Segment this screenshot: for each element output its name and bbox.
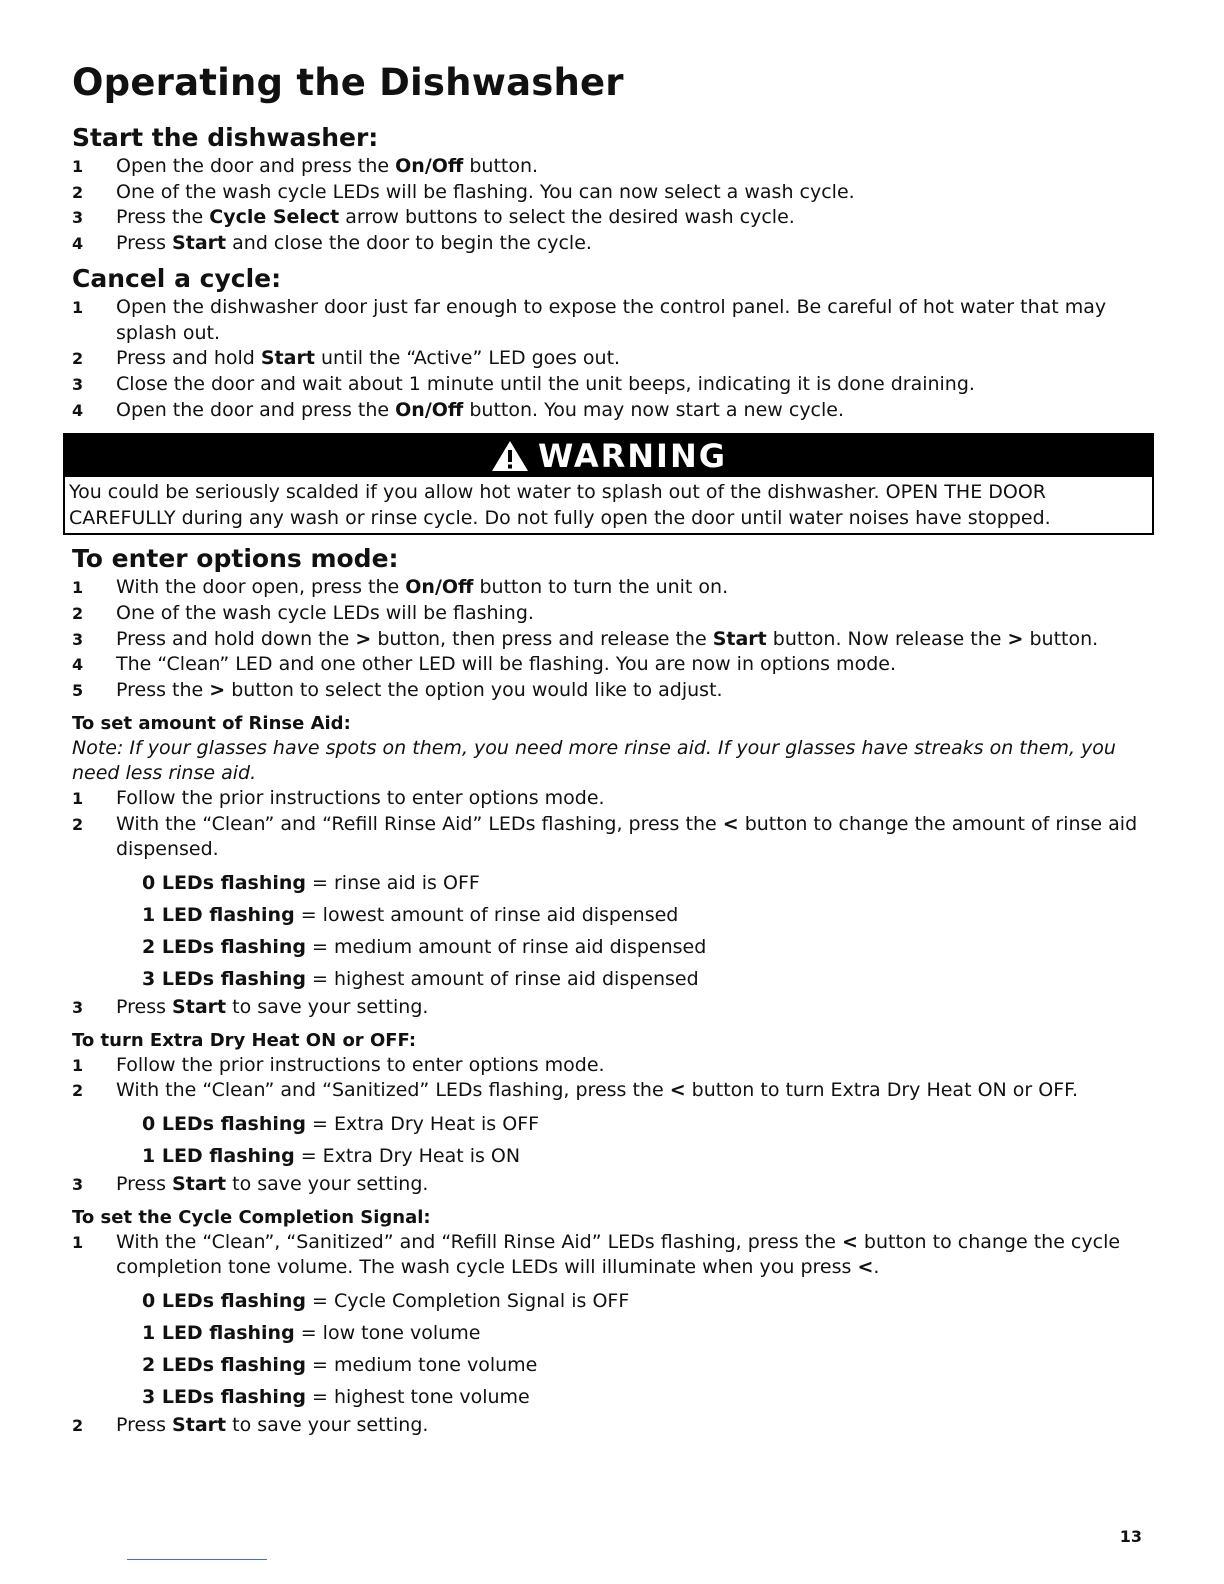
step-text-run: One of the wash cycle LEDs will be flashing. You can now select a wash cycle. (116, 180, 855, 203)
step-text (116, 1078, 1148, 1104)
step-text-bold: < (722, 812, 739, 835)
subheading-rinse-aid: To set amount of Rinse Aid: (72, 712, 351, 734)
list-item (72, 372, 1148, 398)
options-steps (72, 575, 1148, 704)
step-text (116, 601, 1148, 627)
led-meaning: = lowest amount of rinse aid dispensed (294, 903, 679, 926)
list-item (72, 398, 1148, 424)
step-text-run: Press (116, 1173, 173, 1196)
step-number: 1 (72, 1232, 84, 1252)
led-item (142, 1349, 1148, 1381)
list-item (72, 231, 1148, 257)
step-text (116, 812, 1148, 863)
step-text-bold: Start (172, 1414, 227, 1437)
section-heading-start: Start the dishwasher: (72, 123, 379, 152)
step-text-run: Press (116, 1414, 173, 1437)
page-content (69, 58, 1148, 1439)
step-text-run: until the “Active” LED goes out. (314, 347, 621, 370)
rinse-aid-final-step (72, 995, 1148, 1021)
step-text (116, 786, 1148, 812)
step-number: 2 (72, 814, 84, 834)
step-text (116, 1053, 1148, 1079)
step-text (116, 231, 1148, 257)
step-text-run: Press and hold down the (116, 627, 356, 650)
led-count: 3 LEDs flashing (142, 1386, 306, 1409)
led-item (142, 899, 1148, 931)
step-number: 4 (72, 655, 84, 675)
step-text-run: With the door open, press the (116, 576, 406, 599)
step-text-run: With the “Clean” and “Sanitized” LEDs flashing, press the (116, 1079, 670, 1102)
warning-title: WARNING (538, 437, 727, 476)
list-item (72, 205, 1148, 231)
list-item (72, 575, 1148, 601)
list-item (72, 346, 1148, 372)
step-text-bold: > (1007, 627, 1024, 650)
step-text-run: Open the door and press the (116, 155, 396, 177)
step-number: 2 (72, 604, 84, 624)
led-count: 0 LEDs flashing (142, 1290, 306, 1313)
step-text-run: button, then press and release the (371, 627, 713, 650)
step-text-run: button to turn the unit on. (473, 576, 729, 599)
step-text-run: button to change the amount of rinse aid dispensed. (116, 812, 1138, 861)
step-text-run: Follow the prior instructions to enter options mode. (116, 1053, 605, 1076)
led-meaning: = Extra Dry Heat is ON (294, 1145, 521, 1168)
step-text-bold: Start (172, 232, 227, 255)
step-text-bold: On/Off (395, 398, 464, 421)
step-text-run: With the “Clean” and “Refill Rinse Aid” LEDs flashing, press the (116, 812, 723, 835)
section-heading-options: To enter options mode: (72, 544, 399, 574)
extra-dry-final-step (72, 1172, 1148, 1198)
led-count: 1 LED flashing (142, 903, 295, 926)
led-meaning: = highest tone volume (306, 1386, 530, 1409)
step-text-run: Open the dishwasher door just far enough to expose the control panel. Be careful of hot water that may splash out. (116, 295, 1107, 344)
step-text-run: Press (116, 232, 173, 255)
list-item (72, 295, 1148, 346)
subheading-extra-dry: To turn Extra Dry Heat ON or OFF: (72, 1029, 417, 1051)
footer-rule (127, 1559, 267, 1560)
step-text-bold: Start (172, 995, 227, 1018)
step-text (116, 295, 1148, 346)
step-text-bold: > (209, 679, 226, 702)
list-item (72, 627, 1148, 653)
led-item (142, 867, 1148, 899)
step-text-run: button. (1023, 627, 1099, 650)
step-text-run: Close the door and wait about 1 minute until the unit beeps, indicating it is done draining. (116, 372, 975, 395)
led-count: 0 LEDs flashing (142, 871, 306, 894)
step-number: 1 (72, 788, 84, 808)
step-text-bold: Start (172, 1173, 227, 1196)
led-item (142, 931, 1148, 963)
step-text-run: button. You may now start a new cycle. (463, 398, 845, 421)
led-count: 3 LEDs flashing (142, 967, 306, 990)
step-text-bold: < (841, 1230, 858, 1253)
step-text-run: Press (116, 995, 173, 1018)
step-text-run: button to select the option you would like to adjust. (225, 679, 723, 702)
list-item (72, 601, 1148, 627)
cycle-signal-final-step (72, 1413, 1148, 1439)
start-steps (72, 154, 1148, 257)
step-number: 2 (72, 349, 84, 369)
step-number: 4 (72, 234, 84, 254)
step-number: 2 (72, 1416, 84, 1436)
list-item (72, 1413, 1148, 1439)
step-text (116, 652, 1148, 678)
step-text (116, 678, 1148, 704)
step-text (116, 1413, 1148, 1439)
step-text (116, 1230, 1148, 1281)
cycle-signal-led-list (142, 1285, 1148, 1413)
led-count: 1 LED flashing (142, 1322, 295, 1345)
list-item (72, 812, 1148, 863)
step-text (116, 180, 1148, 206)
led-meaning: = highest amount of rinse aid dispensed (306, 967, 699, 990)
extra-dry-led-list (142, 1108, 1148, 1172)
list-item (72, 1078, 1148, 1104)
step-text-run: to save your setting. (226, 1414, 429, 1437)
step-text-run: and close the door to begin the cycle. (226, 232, 592, 255)
warning-header (65, 435, 1152, 477)
rinse-aid-note: Note: If your glasses have spots on them, you need more rinse aid. If your glasses have streaks on them, you need less rinse aid. (72, 736, 1116, 784)
step-text-run: With the “Clean”, “Sanitized” and “Refill Rinse Aid” LEDs flashing, press the (116, 1230, 842, 1253)
step-text-run: . (873, 1256, 880, 1279)
led-meaning: = Extra Dry Heat is OFF (306, 1113, 540, 1136)
step-text-run: Press and hold (116, 347, 261, 370)
step-number: 3 (72, 374, 84, 394)
step-text (116, 205, 1148, 231)
page-title: Operating the Dishwasher (72, 61, 624, 104)
step-number: 1 (72, 297, 84, 317)
step-text-run: Open the door and press the (116, 398, 396, 421)
led-item (142, 1317, 1148, 1349)
led-item (142, 1140, 1148, 1172)
led-item (142, 963, 1148, 995)
step-text-run: arrow buttons to select the desired wash cycle. (339, 206, 795, 229)
step-text-bold: < (669, 1079, 686, 1102)
list-item (72, 1053, 1148, 1079)
led-item (142, 1381, 1148, 1413)
warning-box (63, 433, 1154, 535)
step-number: 3 (72, 997, 84, 1017)
cancel-steps (72, 295, 1148, 424)
step-text-run: button. Now release the (766, 627, 1008, 650)
subheading-cycle-signal: To set the Cycle Completion Signal: (72, 1206, 431, 1228)
list-item (72, 1230, 1148, 1281)
warning-text: You could be seriously scalded if you allow hot water to splash out of the dishwasher. OPEN THE DOOR CAREFULLY during any wash or rinse cycle. Do not fully open the door until water noises have stopped. (69, 481, 1051, 530)
step-text (116, 575, 1148, 601)
led-count: 0 LEDs flashing (142, 1113, 306, 1136)
step-text-bold: Start (260, 347, 315, 370)
led-meaning: = medium tone volume (306, 1354, 538, 1377)
list-item (72, 1172, 1148, 1198)
step-text-run: button to turn Extra Dry Heat ON or OFF. (685, 1079, 1079, 1102)
led-count: 1 LED flashing (142, 1145, 295, 1168)
led-item (142, 1285, 1148, 1317)
step-text-bold: < (857, 1256, 874, 1279)
warning-triangle-icon (490, 439, 530, 473)
step-number: 2 (72, 182, 84, 202)
led-meaning: = medium amount of rinse aid dispensed (306, 935, 707, 958)
step-number: 1 (72, 157, 84, 176)
step-text (116, 995, 1148, 1021)
led-item (142, 1108, 1148, 1140)
step-number: 5 (72, 681, 84, 701)
led-count: 2 LEDs flashing (142, 935, 306, 958)
step-number: 2 (72, 1081, 84, 1101)
step-text-run: One of the wash cycle LEDs will be flashing. (116, 602, 534, 625)
step-text-run: button. (463, 155, 539, 177)
step-text (116, 346, 1148, 372)
step-text-bold: On/Off (395, 155, 464, 177)
step-text (116, 627, 1148, 653)
list-item (72, 678, 1148, 704)
led-meaning: = rinse aid is OFF (306, 871, 480, 894)
step-text-run: Follow the prior instructions to enter options mode. (116, 786, 605, 809)
step-text (116, 372, 1148, 398)
step-text-run: to save your setting. (226, 995, 429, 1018)
rinse-aid-steps (72, 786, 1148, 863)
list-item (72, 154, 1148, 180)
step-text-bold: On/Off (405, 576, 474, 599)
led-count: 2 LEDs flashing (142, 1354, 306, 1377)
step-text-run: Press the (116, 679, 210, 702)
step-number: 1 (72, 1055, 84, 1075)
extra-dry-steps (72, 1053, 1148, 1104)
step-text-run: The “Clean” LED and one other LED will be flashing. You are now in options mode. (116, 653, 896, 676)
led-meaning: = Cycle Completion Signal is OFF (306, 1290, 630, 1313)
list-item (72, 652, 1148, 678)
step-number: 4 (72, 400, 84, 420)
step-number: 1 (72, 578, 84, 598)
list-item (72, 786, 1148, 812)
led-meaning: = low tone volume (294, 1322, 481, 1345)
rinse-aid-led-list (142, 867, 1148, 995)
step-text-bold: > (355, 627, 372, 650)
step-number: 3 (72, 208, 84, 228)
cycle-signal-steps (72, 1230, 1148, 1281)
step-text-run: to save your setting. (226, 1173, 429, 1196)
step-number: 3 (72, 629, 84, 649)
page-number: 13 (1119, 1527, 1142, 1546)
step-text (116, 398, 1148, 424)
list-item (72, 995, 1148, 1021)
section-heading-cancel: Cancel a cycle: (72, 263, 282, 293)
list-item (72, 180, 1148, 206)
step-text-run: button to change the cycle completion tone volume. The wash cycle LEDs will illuminate when you press (116, 1230, 1121, 1279)
step-text (116, 154, 1148, 180)
step-text (116, 1172, 1148, 1198)
step-text-bold: Cycle Select (209, 206, 340, 229)
step-number: 3 (72, 1175, 84, 1195)
step-text-bold: Start (712, 627, 767, 650)
step-text-run: Press the (116, 206, 210, 229)
